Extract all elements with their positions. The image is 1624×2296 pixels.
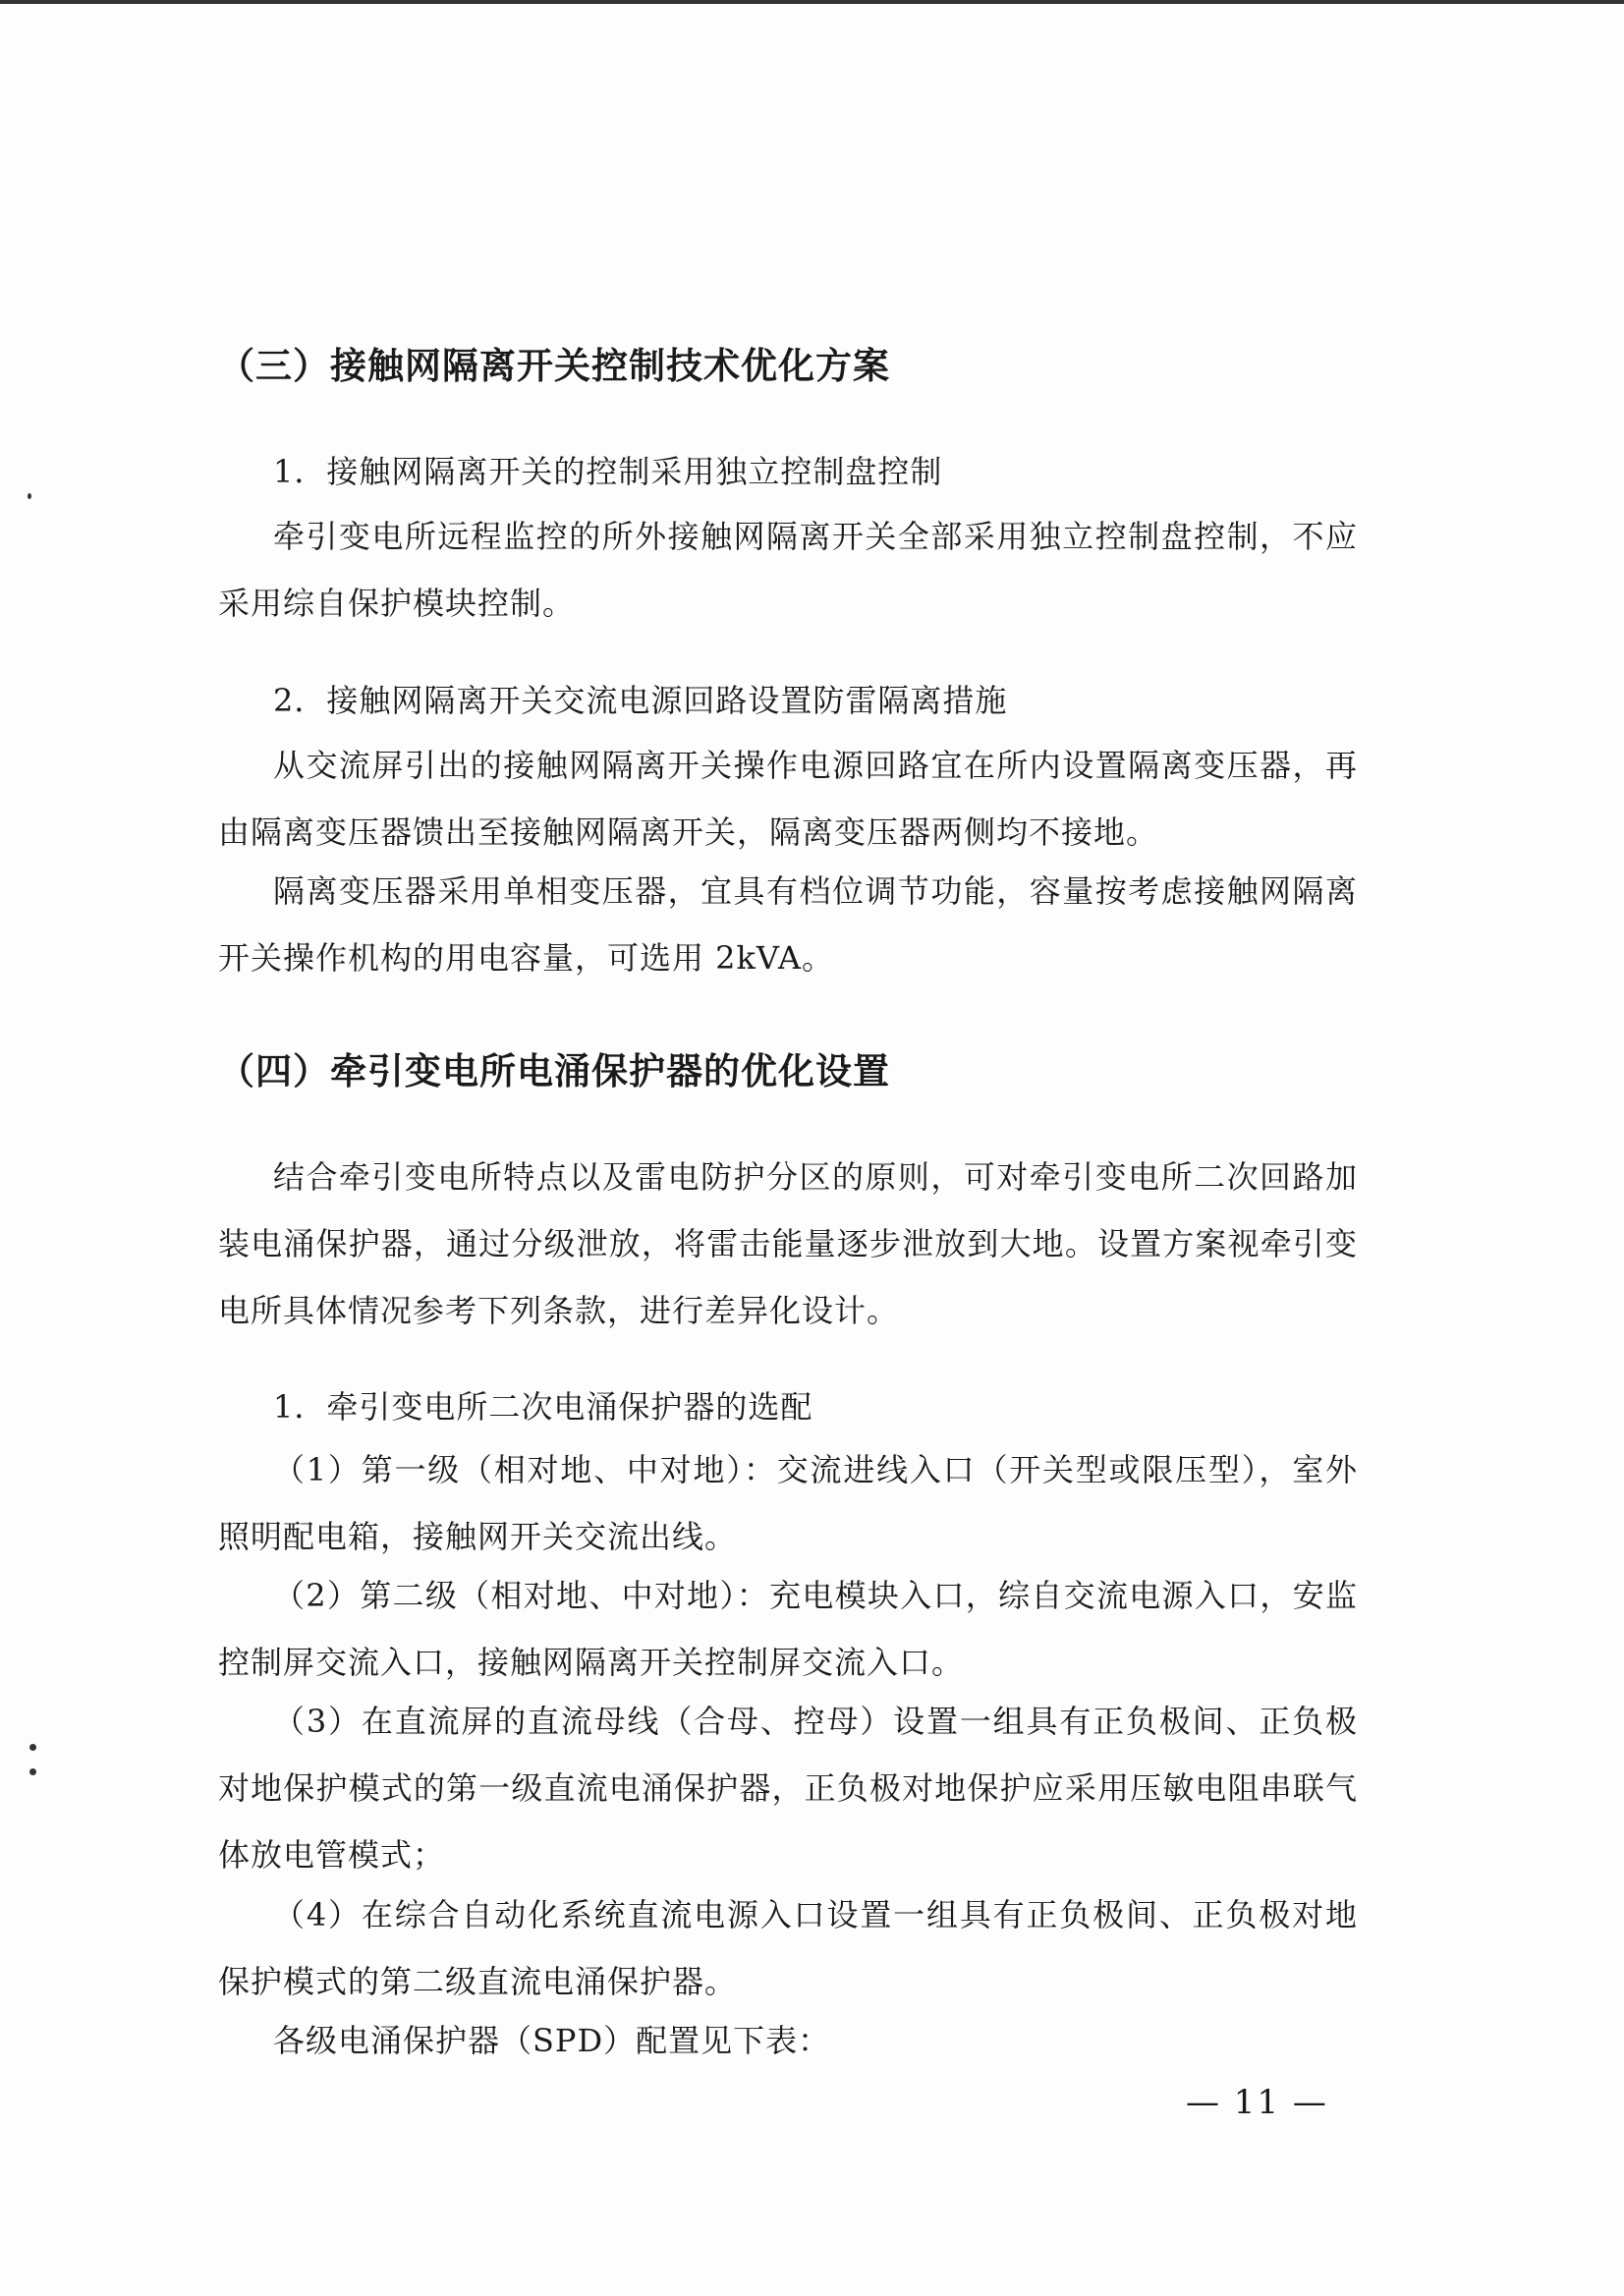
section-4-heading: （四）牵引变电所电涌保护器的优化设置 (218, 1050, 890, 1092)
section-4-intro: 结合牵引变电所特点以及雷电防护分区的原则，可对牵引变电所二次回路加装电涌保护器，通过分级泄放，将雷击能量逐步泄放到大地。设置方案视牵引变电所具体情况参考下列条款，进行差异化设计。 (218, 1158, 1358, 1329)
section-4-point-3: （3）在直流屏的直流母线（合母、控母）设置一组具有正负极间、正负极对地保护模式的第一级直流电涌保护器，正负极对地保护应采用压敏电阻串联气体放电管模式； (218, 1703, 1358, 1874)
scan-speck (28, 493, 31, 499)
section-3-heading: （三）接触网隔离开关控制技术优化方案 (218, 345, 890, 387)
section-3-item-1-title: 1．接触网隔离开关的控制采用独立控制盘控制 (273, 453, 943, 490)
section-4-point-2: （2）第二级（相对地、中对地）：充电模块入口，综自交流电源入口，安监控制屏交流入口，接触网隔离开关控制屏交流入口。 (218, 1577, 1358, 1681)
section-3-item-2-title: 2．接触网隔离开关交流电源回路设置防雷隔离措施 (273, 682, 1008, 719)
section-3-item-2-text-1: 从交流屏引出的接触网隔离开关操作电源回路宜在所内设置隔离变压器，再由隔离变压器馈出至接触网隔离开关，隔离变压器两侧均不接地。 (218, 747, 1358, 851)
scan-speck (29, 1768, 36, 1775)
scan-speck (29, 1744, 36, 1751)
section-4-point-4: （4）在综合自动化系统直流电源入口设置一组具有正负极间、正负极对地保护模式的第二级直流电涌保护器。 (218, 1896, 1358, 2000)
page-number: — 11 — (1186, 2083, 1328, 2122)
section-4-table-intro: 各级电涌保护器（SPD）配置见下表： (273, 2022, 831, 2059)
scan-top-edge (0, 0, 1624, 4)
section-3-item-1-text: 牵引变电所远程监控的所外接触网隔离开关全部采用独立控制盘控制，不应采用综自保护模块控制。 (218, 518, 1358, 622)
section-4-point-1: （1）第一级（相对地、中对地）：交流进线入口（开关型或限压型），室外照明配电箱，接触网开关交流出线。 (218, 1451, 1358, 1555)
section-3-item-2-text-2: 隔离变压器采用单相变压器，宜具有档位调节功能，容量按考虑接触网隔离开关操作机构的用电容量，可选用 2kVA。 (218, 872, 1358, 977)
section-4-item-1-title: 1．牵引变电所二次电涌保护器的选配 (273, 1388, 813, 1426)
